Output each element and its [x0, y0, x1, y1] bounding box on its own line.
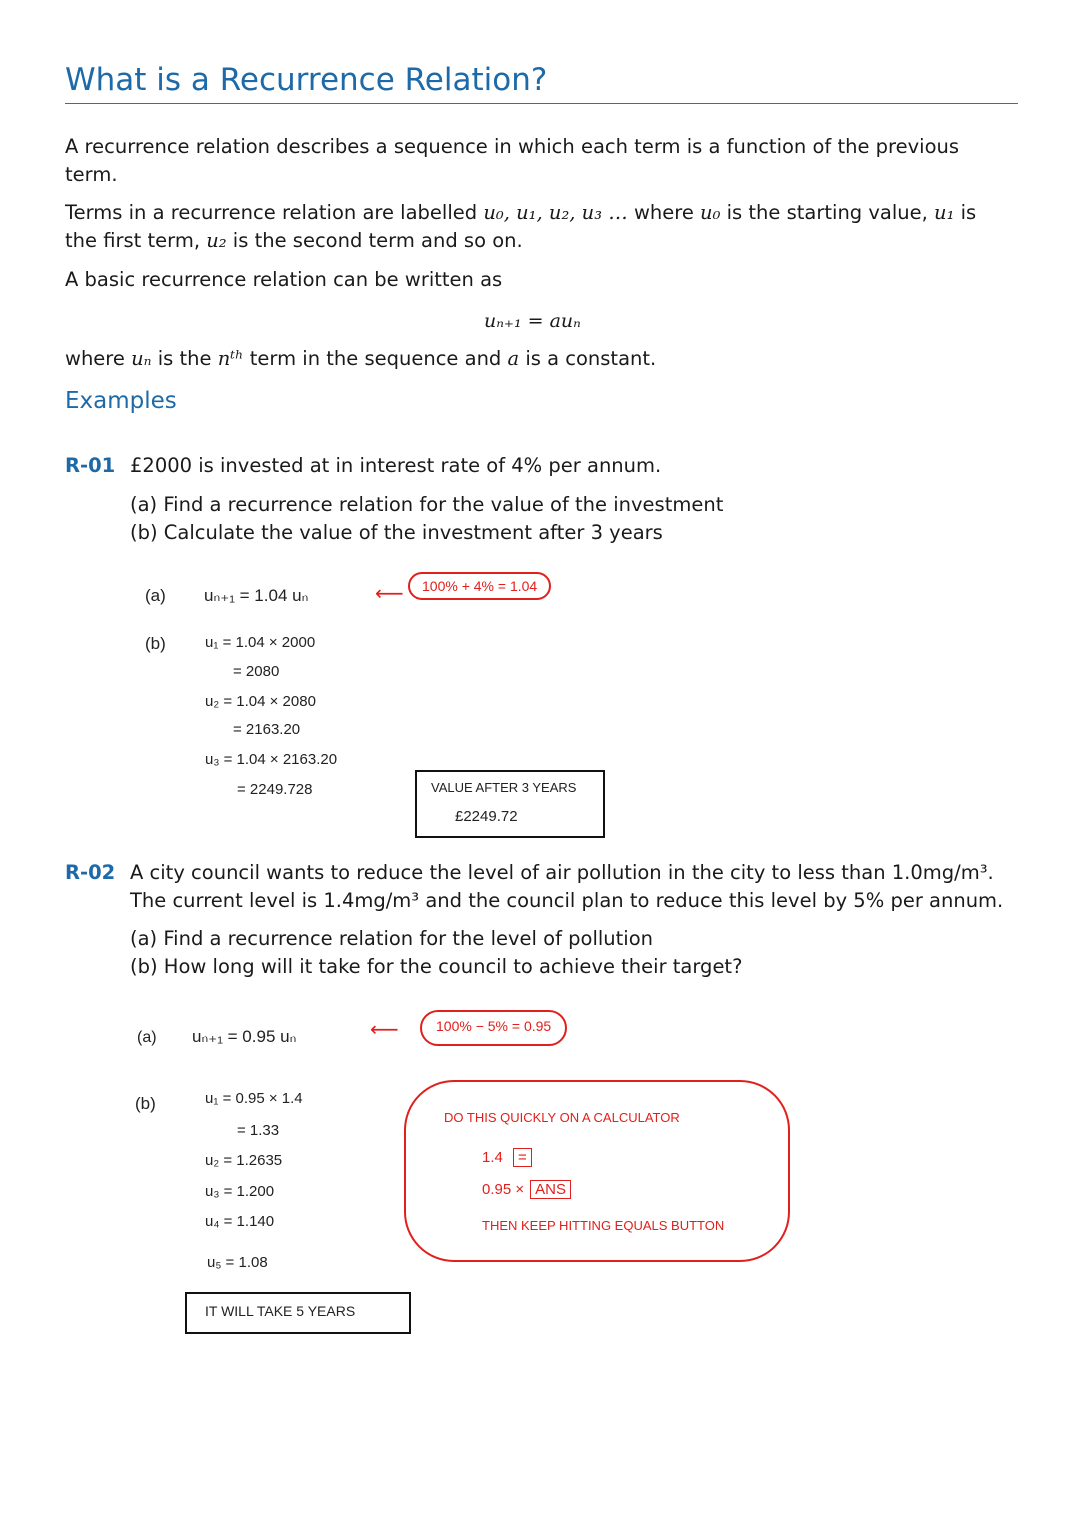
intro-paragraph-2a	[65, 201, 976, 224]
math: nᵗʰ	[217, 347, 244, 370]
text: 0.95 ×	[482, 1181, 525, 1198]
arrow-left-icon: ⟵	[370, 1017, 399, 1041]
text: is the second term and so on.	[226, 229, 523, 252]
r02-part-b: (b) How long will it take for the council to achieve their target?	[130, 955, 743, 978]
math: u₀	[700, 201, 721, 224]
text: is	[954, 201, 977, 224]
r02-calculator-tip-cloud	[404, 1080, 790, 1262]
math: u₁	[934, 201, 955, 224]
intro-paragraph-4	[65, 347, 656, 370]
equals-key-icon: =	[513, 1148, 532, 1167]
text: is the	[151, 347, 218, 370]
math: a	[507, 347, 520, 370]
math: u₀, u₁, u₂, u₃ …	[483, 201, 628, 224]
r02-part-a: (a) Find a recurrence relation for the level of pollution	[130, 927, 653, 950]
text: Terms in a recurrence relation are labelled	[65, 201, 484, 224]
r01-answer-line1: VALUE AFTER 3 YEARS	[431, 780, 577, 795]
r02-work-line: u₁ = 0.95 × 1.4	[205, 1090, 303, 1107]
text: 1.4	[482, 1149, 503, 1166]
examples-heading: Examples	[65, 388, 177, 414]
r01-work-line: u₁ = 1.04 × 2000	[205, 634, 316, 651]
r02-note-cloud: 100% − 5% = 0.95	[420, 1010, 567, 1046]
example-label-r02: R-02	[65, 861, 116, 884]
title-rule	[65, 103, 1018, 104]
r01-part-b: (b) Calculate the value of the investment after 3 years	[130, 521, 663, 544]
r01-work-line: = 2163.20	[233, 721, 301, 738]
text: where	[627, 201, 701, 224]
intro-paragraph-1b: term.	[65, 163, 118, 186]
intro-paragraph-1a: A recurrence relation describes a sequence in which each term is a function of the previous	[65, 135, 960, 158]
tip-line1: DO THIS QUICKLY ON A CALCULATOR	[444, 1110, 680, 1125]
r01-work-line: u₂ = 1.04 × 2080	[205, 693, 316, 710]
math: u₂	[206, 229, 227, 252]
text: is a constant.	[519, 347, 657, 370]
r01-work-a-label: (a)	[145, 586, 166, 605]
r01-work-line: = 2080	[233, 663, 280, 680]
r01-question: £2000 is invested at in interest rate of 4% per annum.	[130, 454, 662, 477]
r02-answer-box	[185, 1292, 411, 1334]
r02-work-a-equation: uₙ₊₁ = 0.95 uₙ	[192, 1027, 297, 1046]
r02-work-b-label: (b)	[135, 1094, 156, 1113]
intro-paragraph-2b	[65, 229, 523, 252]
example-label-r01: R-01	[65, 454, 116, 477]
r01-work-line: u₃ = 1.04 × 2163.20	[205, 751, 338, 768]
ans-key-icon: ANS	[530, 1180, 571, 1199]
tip-line2	[482, 1148, 532, 1167]
r01-answer-line2: £2249.72	[455, 808, 518, 825]
recurrence-formula: uₙ₊₁ = auₙ	[484, 310, 581, 332]
r02-work-line: u₃ = 1.200	[205, 1183, 275, 1200]
r01-work-line: = 2249.728	[237, 781, 313, 798]
r02-question-line2: The current level is 1.4mg/m³ and the council plan to reduce this level by 5% per annum.	[130, 889, 1004, 912]
math: uₙ	[131, 347, 152, 370]
text: where	[65, 347, 132, 370]
r02-question-line1: A city council wants to reduce the level of air pollution in the city to less than 1.0mg/m³.	[130, 861, 994, 884]
r01-part-a: (a) Find a recurrence relation for the value of the investment	[130, 493, 724, 516]
r02-work-line: u₂ = 1.2635	[205, 1152, 283, 1169]
r01-work-b-label: (b)	[145, 634, 166, 653]
tip-line3	[482, 1180, 571, 1199]
r02-work-line: = 1.33	[237, 1122, 280, 1139]
text: is the starting value,	[720, 201, 935, 224]
r01-note-cloud: 100% + 4% = 1.04	[408, 572, 551, 600]
arrow-left-icon: ⟵	[375, 581, 404, 605]
text: the first term,	[65, 229, 207, 252]
text: term in the sequence and	[243, 347, 508, 370]
page-title: What is a Recurrence Relation?	[65, 62, 548, 98]
intro-paragraph-3: A basic recurrence relation can be written as	[65, 268, 503, 291]
r02-work-line: u₅ = 1.08	[207, 1254, 268, 1271]
r02-work-a-label: (a)	[137, 1029, 157, 1046]
r01-work-a-equation: uₙ₊₁ = 1.04 uₙ	[204, 586, 309, 605]
tip-line4: THEN KEEP HITTING EQUALS BUTTON	[482, 1218, 725, 1233]
r02-work-line: u₄ = 1.140	[205, 1213, 275, 1230]
r01-answer-box	[415, 770, 605, 838]
r02-answer-text: IT WILL TAKE 5 YEARS	[205, 1303, 356, 1319]
